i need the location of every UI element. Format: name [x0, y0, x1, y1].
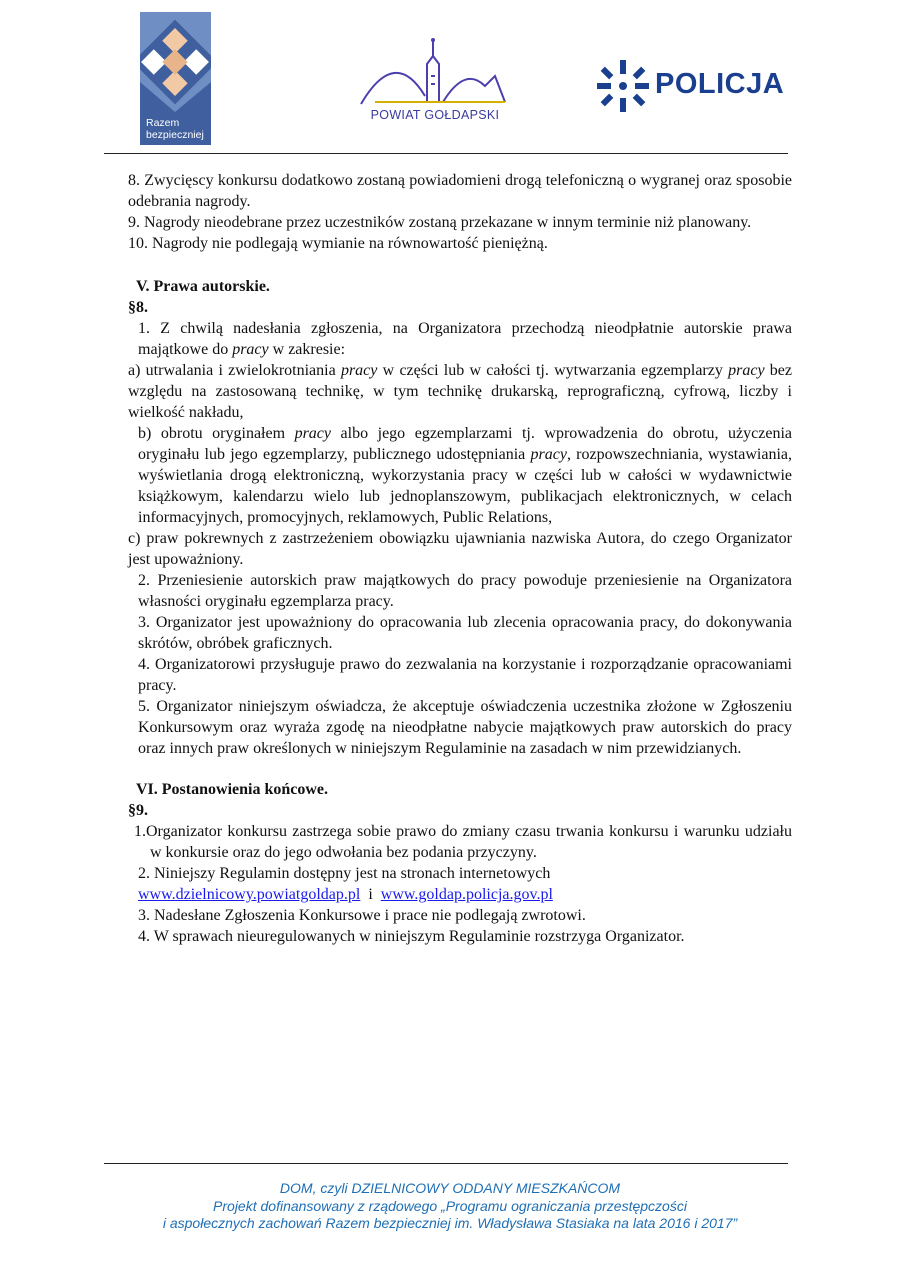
razem-logo-text — [146, 117, 204, 141]
item-a-italic1: pracy — [340, 362, 378, 379]
document-body — [128, 170, 792, 947]
section-v-item-c: c) praw pokrewnych z zastrzeżeniem obowiązku ujawniania nazwiska Autora, do czego Organizator jest upoważniony. — [128, 530, 792, 568]
section-v-item-3: 3. Organizator jest upoważniony do opracowania lub zlecenia opracowania pracy, do dokonywania skrótów, obróbek graficznych. — [138, 614, 792, 652]
policja-star-icon — [595, 58, 651, 118]
rule-8: 8. Zwycięscy konkursu dodatkowo zostaną powiadomieni drogą telefoniczną o wygranej oraz sposobie odebrania nagrody. — [128, 172, 792, 210]
policja-logo — [595, 42, 785, 132]
header-divider — [104, 153, 788, 154]
razem-bezpieczniej-logo — [140, 12, 211, 145]
section-v-heading: V. Prawa autorskie. — [136, 278, 270, 295]
section-vi-heading: VI. Postanowienia końcowe. — [136, 781, 329, 798]
section-vi-paragraph-mark: §9. — [128, 802, 148, 819]
section-v-item-a — [128, 360, 792, 423]
section-v-item-5: 5. Organizator niniejszym oświadcza, że akceptuje oświadczenia uczestnika złożone w Zgłoszeniu Konkursowym oraz wyraża zgodę na nieodpłatne nabycie majątkowych praw autorskich do pracy oraz innych praw określonych w niniejszym Regulaminie na zasadach w nim przewidzianych. — [138, 698, 792, 757]
section-vi-item-3: 3. Nadesłane Zgłoszenia Konkursowe i prace nie podlegają zwrotowi. — [138, 907, 586, 924]
section-v-item-1-text: 1. Z chwilą nadesłania zgłoszenia, na Organizatora przechodzą nieodpłatnie autorskie prawa majątkowe do — [138, 320, 792, 358]
section-v-item-b — [128, 423, 792, 528]
footer-line-1: DOM, czyli DZIELNICOWY ODDANY MIESZKAŃCOM — [279, 1180, 621, 1196]
footer-line-3: i aspołecznych zachowań Razem bezpieczniej im. Władysława Stasiaka na lata 2016 i 2017” — [162, 1215, 738, 1231]
rule-10: 10. Nagrody nie podlegają wymianie na równowartość pieniężną. — [128, 235, 548, 252]
item-b-part2: albo jego egzemplarzami tj. wprowadzenia do obrotu, użyczenia oryginału lub jego egzemplarzy, publicznego udostępniania — [138, 425, 793, 463]
footer-line-2: Projekt dofinansowany z rządowego „Programu ograniczania przestępczości — [213, 1197, 687, 1214]
section-vi-item-2: 2. Niniejszy Regulamin dostępny jest na stronach internetowych — [138, 865, 551, 882]
item-a-part3: bez względu na zastosowaną technikę, w tym technikę drukarską, reprograficzną, cyfrową, liczby i wielkość nakładu, — [128, 362, 793, 421]
section-v-item-4: 4. Organizatorowi przysługuje prawo do zezwalania na korzystanie i rozporządzanie opracowaniami pracy. — [138, 656, 792, 694]
policja-link[interactable]: www.goldap.policja.gov.pl — [380, 886, 553, 903]
section-vi-links — [128, 884, 792, 905]
section-v-item-2: 2. Przeniesienie autorskich praw majątkowych do pracy powoduje przeniesienie na Organizatora własności oryginału egzemplarza pracy. — [138, 572, 792, 610]
links-separator: i — [360, 886, 381, 903]
razem-logo-line2: bezpieczniej — [146, 129, 204, 141]
item-a-part1: a) utrwalania i zwielokrotniania — [128, 362, 341, 379]
item-b-part1: b) obrotu oryginałem — [138, 425, 295, 442]
section-v-paragraph-mark: §8. — [128, 299, 148, 316]
item-b-part3: , rozpowszechniania, wystawiania, wyświetlania drogą elektroniczną, wykorzystania pracy w części lub w całości w wydawnictwie książkowym, kalendarzu wielo lub jednoplanszowym, publikacjach elektronicznych, w celach informacyjnych, promocyjnych, reklamowych, Public Relations, — [138, 446, 792, 526]
powiat-logo-graphic — [355, 36, 515, 108]
powiat-logo-text: POWIAT GOŁDAPSKI — [370, 108, 500, 122]
section-v-item-1 — [128, 318, 792, 360]
dzielnicowy-link[interactable]: www.dzielnicowy.powiatgoldap.pl — [138, 886, 361, 903]
item-a-part2: w części lub w całości tj. wytwarzania egzemplarzy — [377, 362, 729, 379]
section-v-item-1-end: w zakresie: — [268, 341, 346, 358]
powiat-goldapski-logo — [355, 36, 515, 134]
item-b-italic2: pracy — [530, 446, 567, 463]
policja-logo-text: POLICJA — [655, 68, 785, 100]
item-b-italic1: pracy — [294, 425, 332, 442]
footer-divider — [104, 1163, 788, 1164]
footer — [100, 1180, 800, 1233]
rule-9: 9. Nagrody nieodebrane przez uczestników zostaną przekazane w innym terminie niż planowany. — [128, 214, 752, 231]
item-a-italic2: pracy — [728, 362, 765, 379]
section-vi-item-4: 4. W sprawach nieuregulowanych w niniejszym Regulaminie rozstrzyga Organizator. — [138, 928, 685, 945]
razem-logo-line1: Razem — [146, 117, 180, 129]
section-v-item-1-italic: pracy — [232, 341, 269, 358]
section-vi-item-1: 1.Organizator konkursu zastrzega sobie prawo do zmiany czasu trwania konkursu i warunku udziału w konkursie oraz do jego odwołania bez podania przyczyny. — [134, 823, 792, 861]
